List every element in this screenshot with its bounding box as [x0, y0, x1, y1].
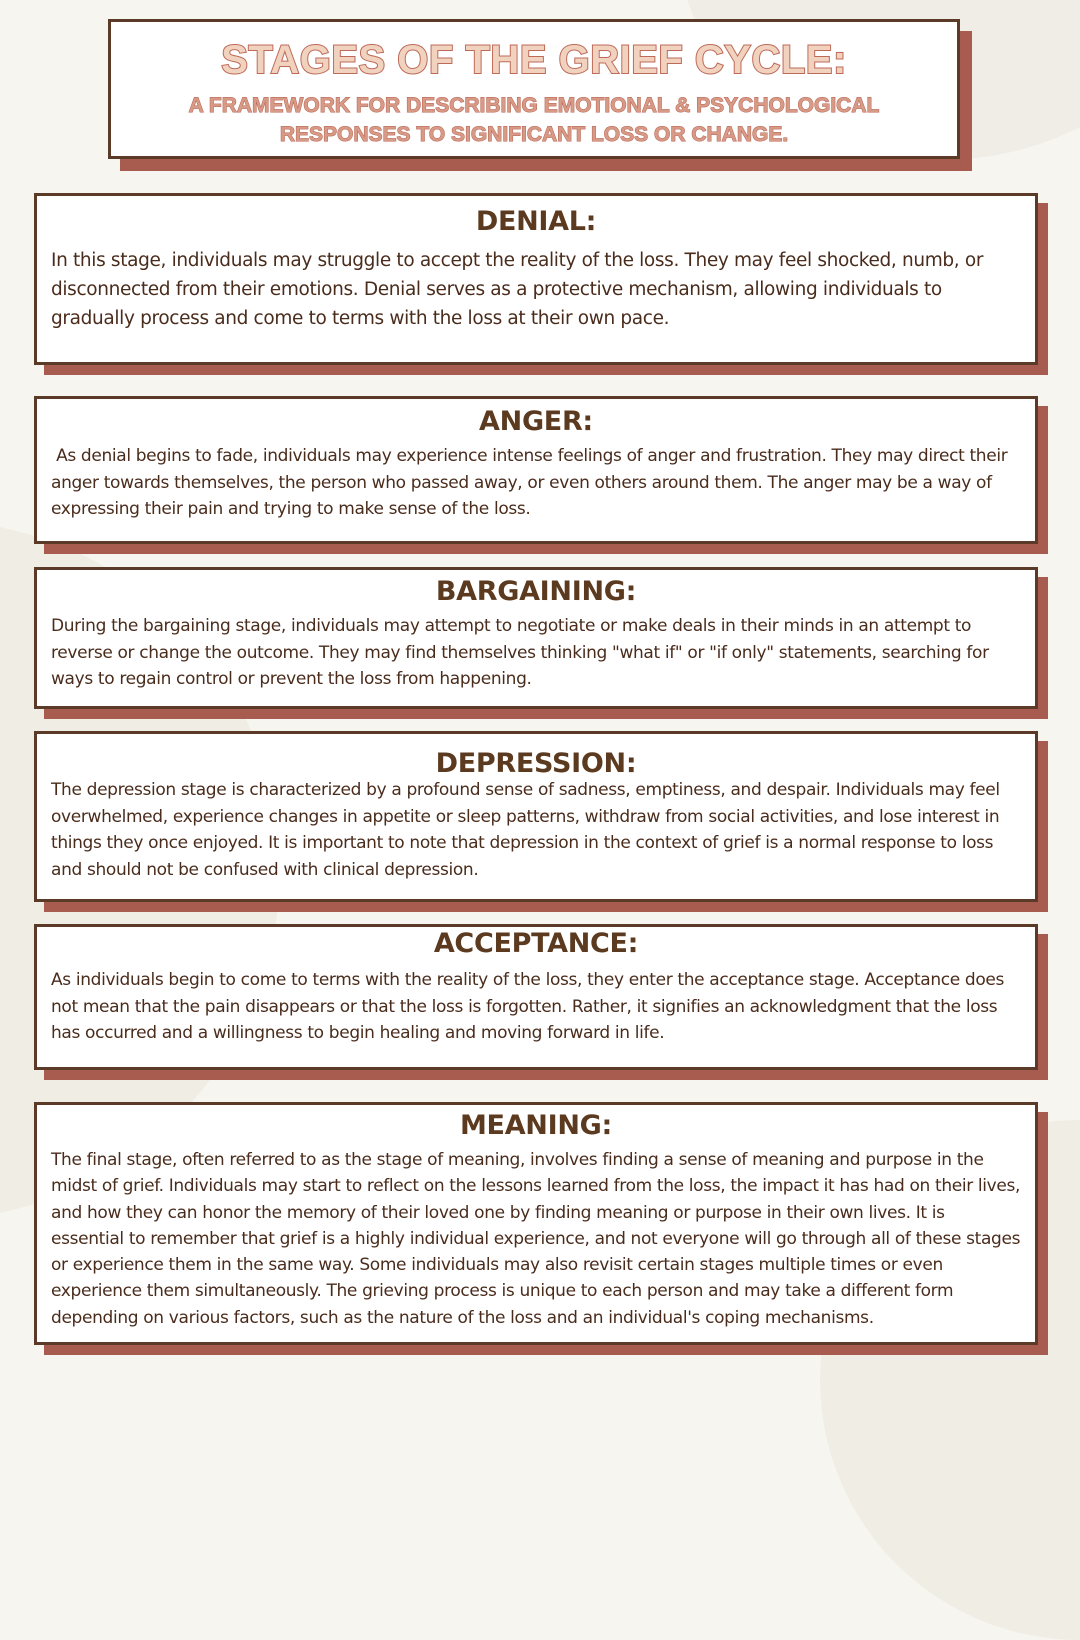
- stage-description: During the bargaining stage, individuals may attempt to negotiate or make deals in their minds in an attempt to reverse or change the outcome. They may find themselves thinking "what if" or "if only" statements, searching for ways to regain control or prevent the loss from happening.: [51, 616, 989, 689]
- page-subtitle: A FRAMEWORK FOR DESCRIBING EMOTIONAL & PSYCHOLOGICAL RESPONSES TO SIGNIFICANT LOSS OR CHANGE.: [188, 94, 880, 146]
- stage-title: ANGER:: [479, 406, 593, 437]
- stage-description: The depression stage is characterized by a profound sense of sadness, emptiness, and despair. Individuals may feel overwhelmed, experience changes in appetite or sleep patterns, withdraw from social activities, and lose interest in things they once enjoyed. It is important to note that depression in the context of grief is a normal response to loss and should not be confused with clinical depression.: [51, 780, 1000, 880]
- page-title: STAGES OF THE GRIEF CYCLE:: [221, 38, 847, 82]
- stage-card-anger: [34, 396, 1038, 544]
- stage-title: MEANING:: [459, 1110, 612, 1141]
- stage-title: BARGAINING:: [435, 576, 637, 607]
- stage-description: As individuals begin to come to terms with the reality of the loss, they enter the acceptance stage. Acceptance does not mean that the pain disappears or that the loss is forgotten. Rather, it signifies an acknowledgment that the loss has occurred and a willingness to begin healing and moving forward in life.: [51, 970, 1005, 1043]
- stage-description: In this stage, individuals may struggle to accept the reality of the loss. They may feel shocked, numb, or disconnected from their emotions. Denial serves as a protective mechanism, allowing individuals to gradually process and come to terms with the loss at their own pace.: [51, 250, 984, 329]
- stage-card-acceptance: [34, 924, 1038, 1070]
- stage-description: As denial begins to fade, individuals may experience intense feelings of anger and frustration. They may direct their anger towards themselves, the person who passed away, or even others around them. The anger may be a way of expressing their pain and trying to make sense of the loss.: [51, 446, 1013, 519]
- stage-card-depression: [34, 731, 1038, 902]
- stage-card-meaning: [34, 1102, 1038, 1345]
- stage-card-bargaining: [34, 567, 1038, 709]
- stage-card-denial: [34, 193, 1038, 365]
- stage-title: DEPRESSION:: [435, 748, 637, 779]
- header-box: [108, 19, 960, 159]
- stage-title: DENIAL:: [475, 206, 597, 237]
- stage-description: The final stage, often referred to as the stage of meaning, involves finding a sense of meaning and purpose in the midst of grief. Individuals may start to reflect on the lessons learned from the loss, the impact it has had on their lives, and how they can honor the memory of their loved one by finding meaning or purpose in their own lives. It is essential to remember that grief is a highly individual experience, and not everyone will go through all of these stages or experience them in the same way. Some individuals may also revisit certain stages multiple times or even experience them simultaneously. The grieving process is unique to each person and may take a different form depending on various factors, such as the nature of the loss and an individual's coping mechanisms.: [51, 1150, 1021, 1328]
- stage-title: ACCEPTANCE:: [433, 928, 639, 959]
